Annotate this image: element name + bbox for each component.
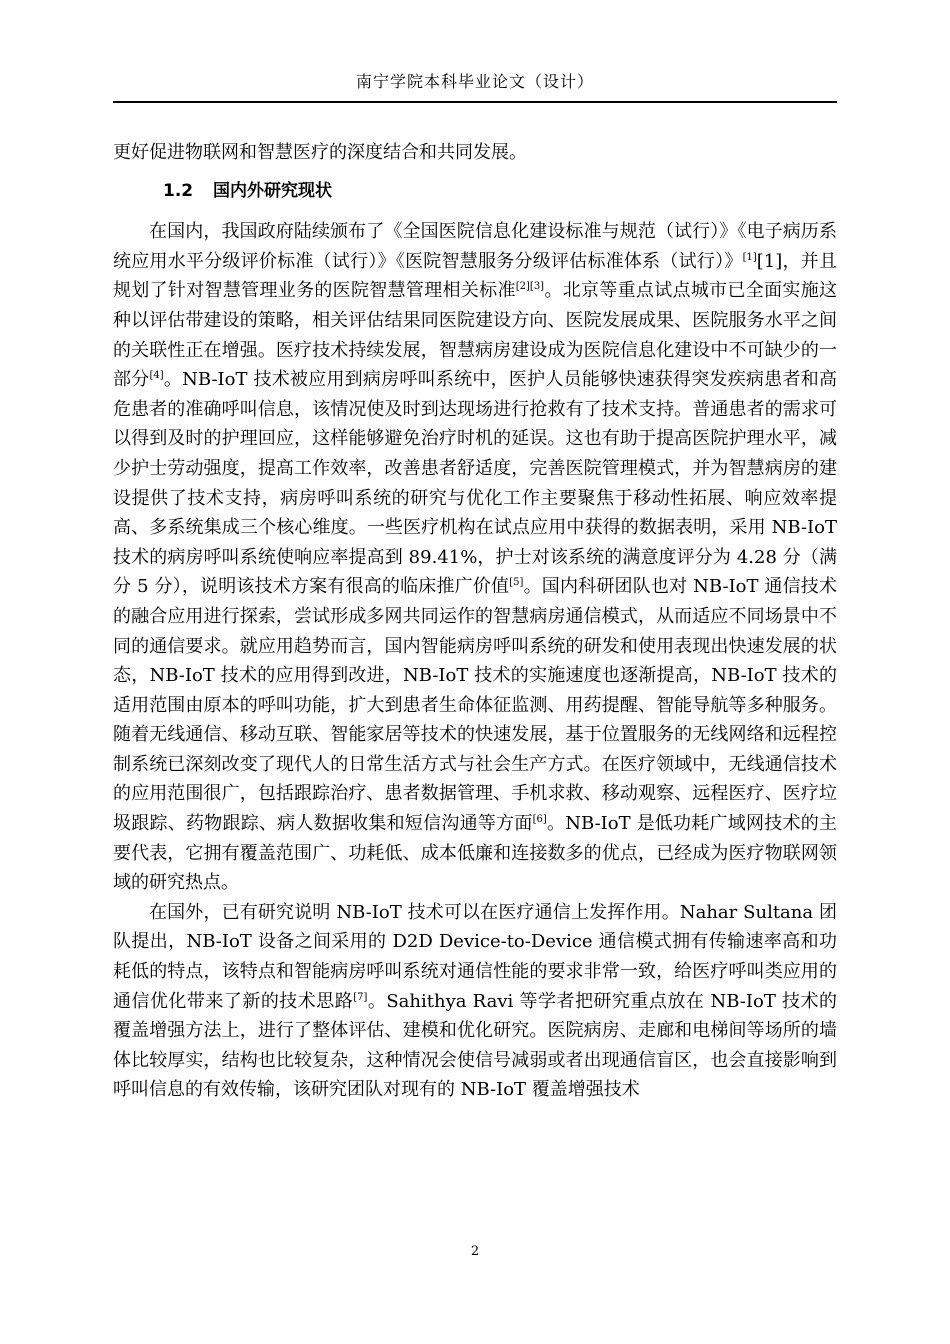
page-number: 2 [470,1244,480,1259]
lead-paragraph: 更好促进物联网和智慧医疗的深度结合和共同发展。 [113,142,527,163]
citation: [6] [532,814,547,826]
text-run: 。Sahithya Ravi 等学者把研究重点放在 NB-IoT 技术的覆盖增强方法上，进行了整体评估、建模和优化研究。医院病房、走廊和电梯间等场所的墙体比较厚实，结构也比较复杂，这种情况会使信号减弱或者出现通信盲区，也会直接影响到呼叫信息的有效传输，该研究团队对现有的 NB-IoT 覆盖增强技术 [113,990,837,1101]
text-run: 。国内科研团队也对 NB-IoT 通信技术的融合应用进行探索，尝试形成多网共同运作的智慧病房通信模式，从而适应不同场景中不同的通信要求。就应用趋势而言，国内智能病房呼叫系统的研发和使用表现出快速发展的状态，NB-IoT 技术的应用得到改进，NB-IoT 技术的实施速度也逐渐提高，NB-IoT 技术的适用范围由原本的呼叫功能，扩大到患者生命体征监测、用药提醒、智能导航等多种服务。随着无线通信、移动互联、智能家居等技术的快速发展，基于位置服务的无线网络和远程控制系统已深刻改变了现代人的日常生活方式与社会生产方式。在医疗领域中，无线通信技术的应用范围很广，包括跟踪治疗、患者数据管理、手机求救、移动观察、远程医疗、医疗垃圾跟踪、药物跟踪、病人数据收集和短信沟通等方面 [113,576,837,835]
text-run: [1]，并且规划了针对智慧管理业务的医院智慧管理相关标准 [113,250,837,302]
paragraph-domestic [113,217,837,898]
section-heading [163,177,837,207]
citation: [4] [149,370,164,382]
section-number: 1.2 [163,180,194,201]
citation: [2][3] [515,281,545,293]
running-header: 南宁学院本科毕业论文（设计） [355,72,594,91]
citation: [5] [509,577,524,589]
text-run: 。北京等重点试点城市已全面实施这种以评估带建设的策略，相关评估结果同医院建设方向、医院发展成果、医院服务水平之间的关联性正在增强。医疗技术持续发展，智慧病房建设成为医院信息化建设中不可缺少的一部分 [113,280,838,391]
header-rule [113,101,837,103]
paragraph-foreign [113,898,837,1105]
paper-body [113,138,837,1105]
text-run: 在国内，我国政府陆续颁布了《全国医院信息化建设标准与规范（试行）》《电子病历系统应用水平分级评价标准（试行）》《医院智慧服务分级评估标准体系（试行）》 [113,221,837,272]
text-run: 。NB-IoT 技术被应用到病房呼叫系统中，医护人员能够快速获得突发疾病患者和高危患者的准确呼叫信息，该情况使及时到达现场进行抢救有了技术支持。普通患者的需求可以得到及时的护理回应，这样能够避免治疗时机的延误。这也有助于提高医院护理水平，减少护士劳动强度，提高工作效率，改善患者舒适度，完善医院管理模式，并为智慧病房的建设提供了技术支持，病房呼叫系统的研究与优化工作主要聚焦于移动性拓展、响应效率提高、多系统集成三个核心维度。一些医疗机构在试点应用中获得的数据表明，采用 NB-IoT 技术的病房呼叫系统使响应率提高到 89.41%，护士对该系统的满意度评分为 4.28 分（满分 5 分），说明该技术方案有很高的临床推广价值 [113,369,838,598]
citation: [1] [742,251,757,263]
citation: [7] [353,991,368,1003]
text-run: 。NB-IoT 是低功耗广域网技术的主要代表，它拥有覆盖范围广、功耗低、成本低廉和连接数多的优点，已经成为医疗物联网领域的研究热点。 [113,813,837,894]
text-run: 在国外，已有研究说明 NB-IoT 技术可以在医疗通信上发挥作用。Nahar Sultana 团队提出，NB-IoT 设备之间采用的 D2D Device-to-Device 通信模式拥有传输速率高和功耗低的特点，该特点和智能病房呼叫系统对通信性能的要求非常一致，给医疗呼叫类应用的通信优化带来了新的技术思路 [113,901,837,1012]
section-title: 国内外研究现状 [213,180,332,201]
